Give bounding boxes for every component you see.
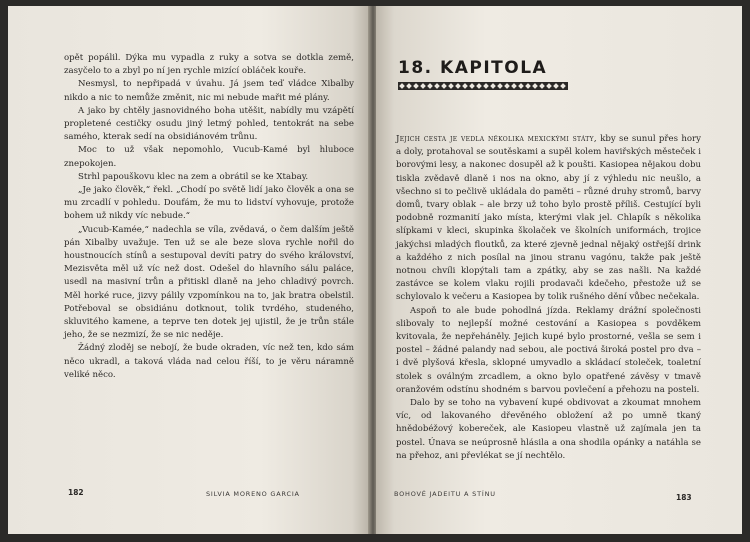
paragraph-text: Nesmysl, to nepřipadá v úvahu. Já jsem teď vládce Xibalby nikdo a nic to nemůže změnit, nic mi nebude mařit mé plány. xyxy=(64,79,354,103)
paragraph xyxy=(396,397,701,463)
paragraph xyxy=(64,144,354,170)
paragraph-text: Strhl papouškovu klec na zem a obrátil se ke Xtabay. xyxy=(78,171,309,182)
paragraph xyxy=(64,78,354,104)
paragraph-text: A jako by chtěly jasnovidného boha utěšit, nabídly mu vzápětí propletené cestičky osudu jiný letmý pohled, tentokrát na sebe samého, kterak sedí na obsidiánovém trůnu. xyxy=(64,105,354,143)
paragraph xyxy=(64,184,354,224)
paragraph xyxy=(64,342,354,382)
chapter-ornament xyxy=(398,82,568,90)
right-running-head: BOHOVÉ JADEITU A STÍNU xyxy=(394,490,496,498)
right-page xyxy=(376,6,742,534)
paragraph xyxy=(64,52,354,78)
left-page-number: 182 xyxy=(68,488,84,497)
paragraph-text: Dalo by se toho na vybavení kupé obdivovat a zkoumat mnohem víc, od lakovaného dřevěného obložení až po umně tkaný hnědobéžový kobereček, ale Kasiopeu vlastně už zajímala jen ta postel. Únava se neúprosně hlásila a ona shodila opánky a natáhla se na přehoz, ani převlékat se jí nechtělo. xyxy=(396,398,701,461)
left-page-body xyxy=(64,52,354,382)
right-page-body xyxy=(396,133,701,463)
book-spread xyxy=(8,6,742,534)
paragraph-text: kby se sunul přes hory a doly, protahoval se soutěskami a supěl kolem haviřských městeček i borovými lesy, a nakonec dosupěl až k poušti. Kasiopea nějakou dobu tiskla zvědavě dlaně i nos na okno, aby jí z výhledu nic neušlo, a všechno si to pečlivě ukládala do paměti – různé druhy stromů, barvy domů, tvary oblak – ale brzy už toho bylo prostě příliš. Cestující byli podobně rozmanití jako místa, kterými vlak jel. Chlapík s několika slípkami v kleci, skupinka školaček ve školních uniformách, trojice jakýchsi mladých floutků, za které zjevně jednal nějaký ostřejší drink a každého z nich posílal na jinou stranu vagónu, takže pak ještě notnou chvíli klopýtali tam a zpátky, aby se zas našli. Na každé zastávce se kolem vlaku rojili prodavači kdečeho, přestože už se schylovalo k večeru a Kasiopea by tolik rušného dění vůbec nečekala. xyxy=(396,134,701,303)
paragraph-text: „Je jako člověk,“ řekl. „Chodí po světě lidí jako člověk a ona se mu zrcadlí v pohledu. Doufám, že mu to lidství vyhovuje, protože bohem už nikdy víc nebude.“ xyxy=(64,185,354,222)
left-page xyxy=(8,6,370,534)
paragraph-text: opět popálil. Dýka mu vypadla z ruky a sotva se dotkla země, zasyčelo to a zbyl po ní jen rychle mizící obláček kouře. xyxy=(64,53,354,77)
chapter-title: 18. KAPITOLA xyxy=(398,58,548,78)
right-page-number: 183 xyxy=(676,493,692,502)
paragraph-text: Aspoň to ale bude pohodlná jízda. Reklamy drážní společnosti slibovaly to nejlepší možné cestování a Kasiopea s povděkem kvitovala, že nepřeháněly. Jejich kupé bylo prostorné, vešla se sem i postel – žádné palandy nad sebou, ale poctivá široká postel pro dva – i dvě plyšová křesla, sklopné umyvadlo a skládací stoleček, toaletní stolek s oválným zrcadlem, a okno bylo opatřené závěsy v tmavě oranžovém odstínu shodném s barvou povlečení a přehozu na posteli. xyxy=(396,305,701,395)
chapter-lead-in: Jejich cesta je vedla několika mexickými státy, xyxy=(396,134,597,144)
left-running-head: SILVIA MORENO GARCIA xyxy=(206,490,300,498)
paragraph xyxy=(64,105,354,145)
paragraph xyxy=(64,171,354,184)
paragraph-text: „Vucub-Kamée,“ nadechla se víla, zvědavá, o čem dalším ještě pán Xibalby uvažuje. Ten už se ale beze slova rychle nořil do houstnoucích stínů a sestupoval devíti patry do svého království, Mezisvěta měl už víc než dost. Odešel do hlavního sálu paláce, usedl na masivní trůn a přitiskl dlaně na jeho chladivý povrch. Měl horké ruce, jizvy pálily vzpomínkou na to, jak bratra obelstil. Potřeboval se obsidiánu dotknout, tolik tvrdého, studeného, skluvitého kamene, a teprve ten dotek jej ujistil, že je trůn stále jeho, že se nezmizí, že se nic neděje. xyxy=(64,224,354,341)
paragraph xyxy=(396,133,701,305)
paragraph xyxy=(396,305,701,397)
paragraph-text: Žádný zloděj se nebojí, že bude okraden, víc než ten, kdo sám něco ukradl, a taková vláda nad celou říší, to je věru náramně veliké něco. xyxy=(64,343,354,380)
paragraph-text: Moc to už však nepomohlo, Vucub-Kamé byl hluboce znepokojen. xyxy=(64,145,354,169)
paragraph xyxy=(64,224,354,343)
